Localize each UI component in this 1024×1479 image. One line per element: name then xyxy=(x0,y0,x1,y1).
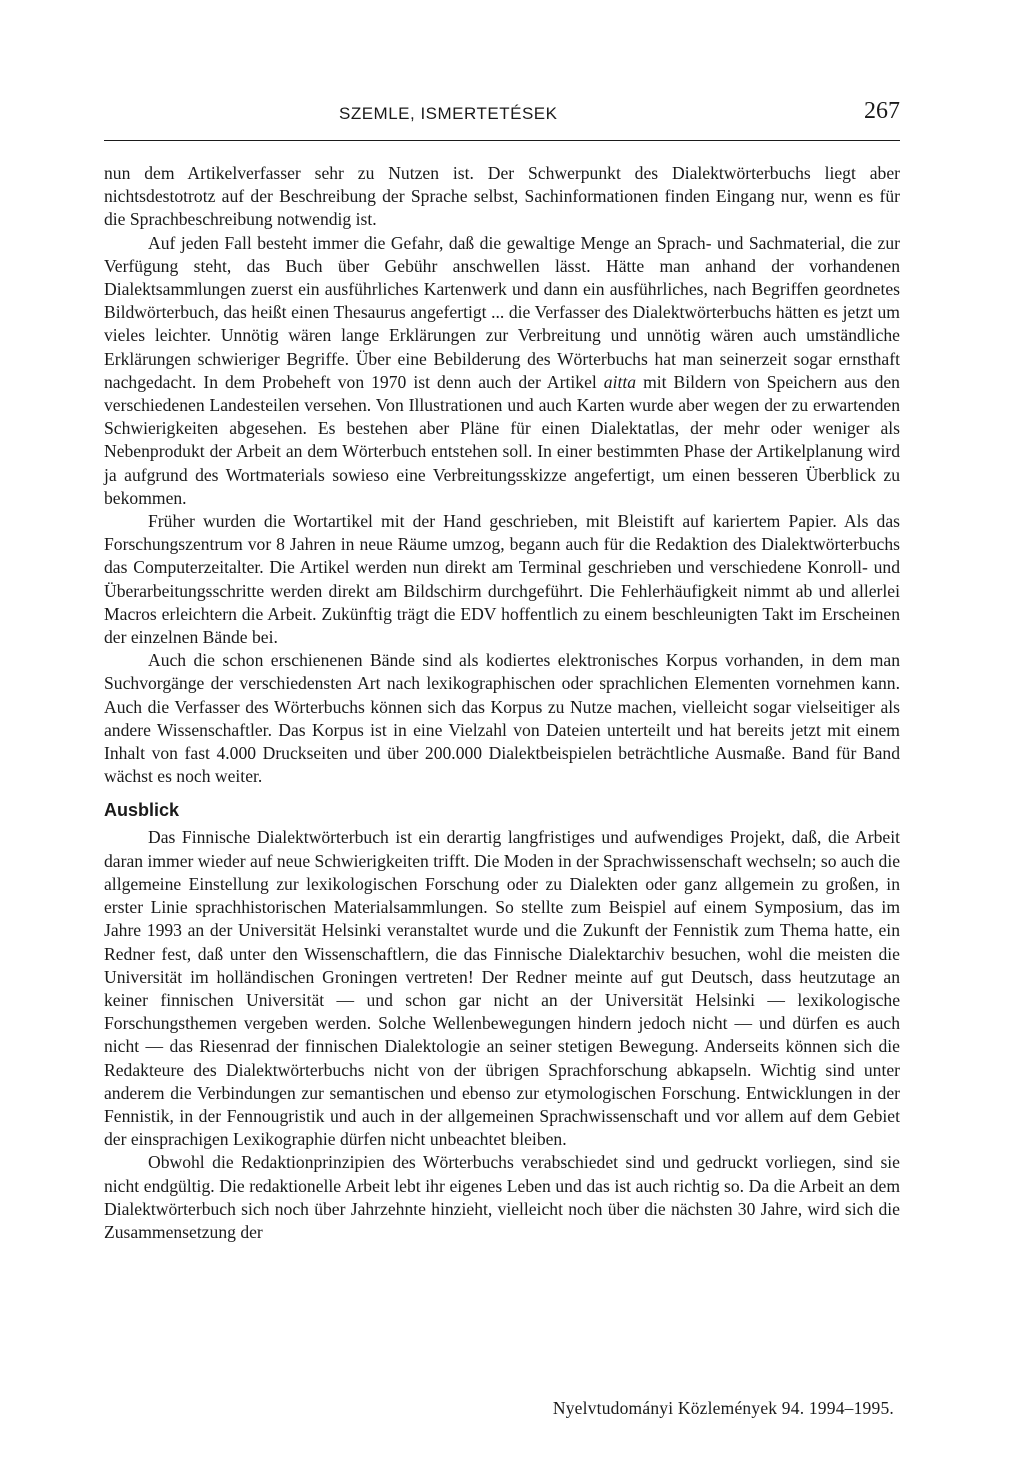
paragraph: nun dem Artikelverfasser sehr zu Nutzen ist. Der Schwerpunkt des Dialektwörterbuchs liegt aber nichtsdestotrotz auf der Beschreibung der Sprache selbst, Sachinformationen finden Eingang nur, wenn es für die Sprachbeschreibung notwendig ist. xyxy=(104,163,900,230)
page-number: 267 xyxy=(864,98,900,124)
paragraph xyxy=(104,232,900,510)
italic-term: aitta xyxy=(603,371,637,392)
running-head xyxy=(104,98,900,134)
paragraph: Auch die schon erschienenen Bände sind als kodiertes elektronisches Korpus vorhanden, in dem man Suchvorgänge der verschiedensten Art nach lexikographischen oder sprachlichen Elementen vornehmen kann. Auch die Verfasser des Wörterbuchs können sich das Korpus zu Nutze machen, vielleicht sogar vielseitiger als andere Wissenschaftler. Das Korpus ist in eine Vielzahl von Dateien unterteilt und hat bereits jetzt mit einem Inhalt von fast 4.000 Druckseiten und über 200.000 Dialektbeispielen beträchtliche Ausmaße. Band für Band wächst es noch weiter. xyxy=(104,650,900,787)
paragraph: Früher wurden die Wortartikel mit der Hand geschrieben, mit Bleistift auf kariertem Papier. Als das Forschungszentrum vor 8 Jahren in neue Räume umzog, begann auch für die Redaktion des Dialektwörterbuchs das Computerzeitalter. Die Artikel werden nun direkt am Terminal geschrieben und verschiedene Konroll- und Überarbeitungsschritte werden direkt am Bildschirm durchgeführt. Die Fehlerhäufigkeit nimmt ab und allerlei Macros erleichtern die Arbeit. Zukünftig trägt die EDV hoffentlich zu einem beschleunigten Takt im Erscheinen der einzelnen Bände bei. xyxy=(104,511,900,648)
body-text xyxy=(104,162,900,1244)
paragraph: Obwohl die Redaktionprinzipien des Wörterbuchs verabschiedet sind und gedruckt vorliegen, sind sie nicht endgültig. Die redaktionelle Arbeit lebt ihr eigenes Leben und das ist auch richtig so. Da die Arbeit an dem Dialektwörterbuch sich noch über Jahrzehnte hinzieht, vielleicht noch über die nächsten 30 Jahre, wird sich die Zusammensetzung der xyxy=(104,1152,900,1242)
paragraph-text: mit Bildern von Speichern aus den verschiedenen Landesteilen versehen. Von Illustrationen und auch Karten wurde aber wegen der zu erwartenden Schwierigkeiten abgesehen. Es bestehen aber Pläne für einen Dialektatlas, der mehr oder weniger als Nebenprodukt der Arbeit an dem Wörterbuch entstehen soll. In einer bestimmten Phase der Artikelplanung wird ja aufgrund des Wortmaterials sowieso eine Verbreitungsskizze angefertigt, um einen besseren Überblick zu bekommen. xyxy=(104,371,900,508)
paragraph-text: Auf jeden Fall besteht immer die Gefahr, daß die gewaltige Menge an Sprach- und Sachmaterial, die zur Verfügung steht, das Buch über Gebühr anschwellen lässt. Hätte man anhand der vorhandenen Dialektsammlungen zuerst ein ausführliches Kartenwerk und dann ein ausführliches, nach Begriffen geordnetes Bildwörterbuch, das heißt einen Thesaurus angefertigt ... die Verfasser des Dialektwörterbuchs hätten es jetzt um vieles leichter. Unnötig wären lange Erklärungen zur Verbreitung und unnötig wären auch umständliche Erklärungen schwieriger Begriffe. Über eine Bebilderung des Wörterbuchs hat man seinerzeit sogar ernsthaft nachgedacht. In dem Probeheft von 1970 ist denn auch der Artikel xyxy=(104,232,900,392)
paragraph: Das Finnische Dialektwörterbuch ist ein derartig langfristiges und aufwendiges Projekt, daß, die Arbeit daran immer wieder auf neue Schwierigkeiten trifft. Die Moden in der Sprachwissenschaft wechseln; so auch die allgemeine Einstellung zur lexikologischen Forschung oder zu Dialekten oder ganz allgemein zu großen, in erster Linie sprachhistorischen Materialsammlungen. So stellte zum Beispiel auf einem Symposium, das im Jahre 1993 an der Universität Helsinki veranstaltet wurde und die Zukunft der Fennistik zum Thema hatte, ein Redner fest, daß unter den Wissenschaftlern, die das Finnische Dialektarchiv besuchen, wohl die meisten die Universität im holländischen Groningen vertreten! Der Redner meinte auf gut Deutsch, dass heutzutage an keiner finnischen Universität — und schon gar nicht an der Universität Helsinki — lexikologische Forschungsthemen vergeben werden. Solche Wellenbewegungen hindern jedoch nicht — und dürfen es auch nicht — das Riesenrad der finnischen Dialektologie an seiner stetigen Bewegung. Anderseits können sich die Redakteure des Dialektwörterbuchs nicht von der übrigen Sprachforschung abkapseln. Wichtig sind unter anderem die Verbindungen zur semantischen und ebenso zur etymologischen Forschung. Entwicklungen in der Fennistik, in der Fennougristik und auch in der allgemeinen Sprachwissenschaft und vor allem auf dem Gebiet der einsprachigen Lexikographie dürfen nicht unbeachtet bleiben. xyxy=(104,827,901,1150)
footer-citation: Nyelvtudományi Közlemények 94. 1994–1995. xyxy=(552,1398,894,1418)
running-title: SZEMLE, ISMERTETÉSEK xyxy=(339,104,558,123)
header-rule xyxy=(104,140,900,141)
document-page xyxy=(104,0,900,1479)
section-heading: Ausblick xyxy=(104,800,180,821)
